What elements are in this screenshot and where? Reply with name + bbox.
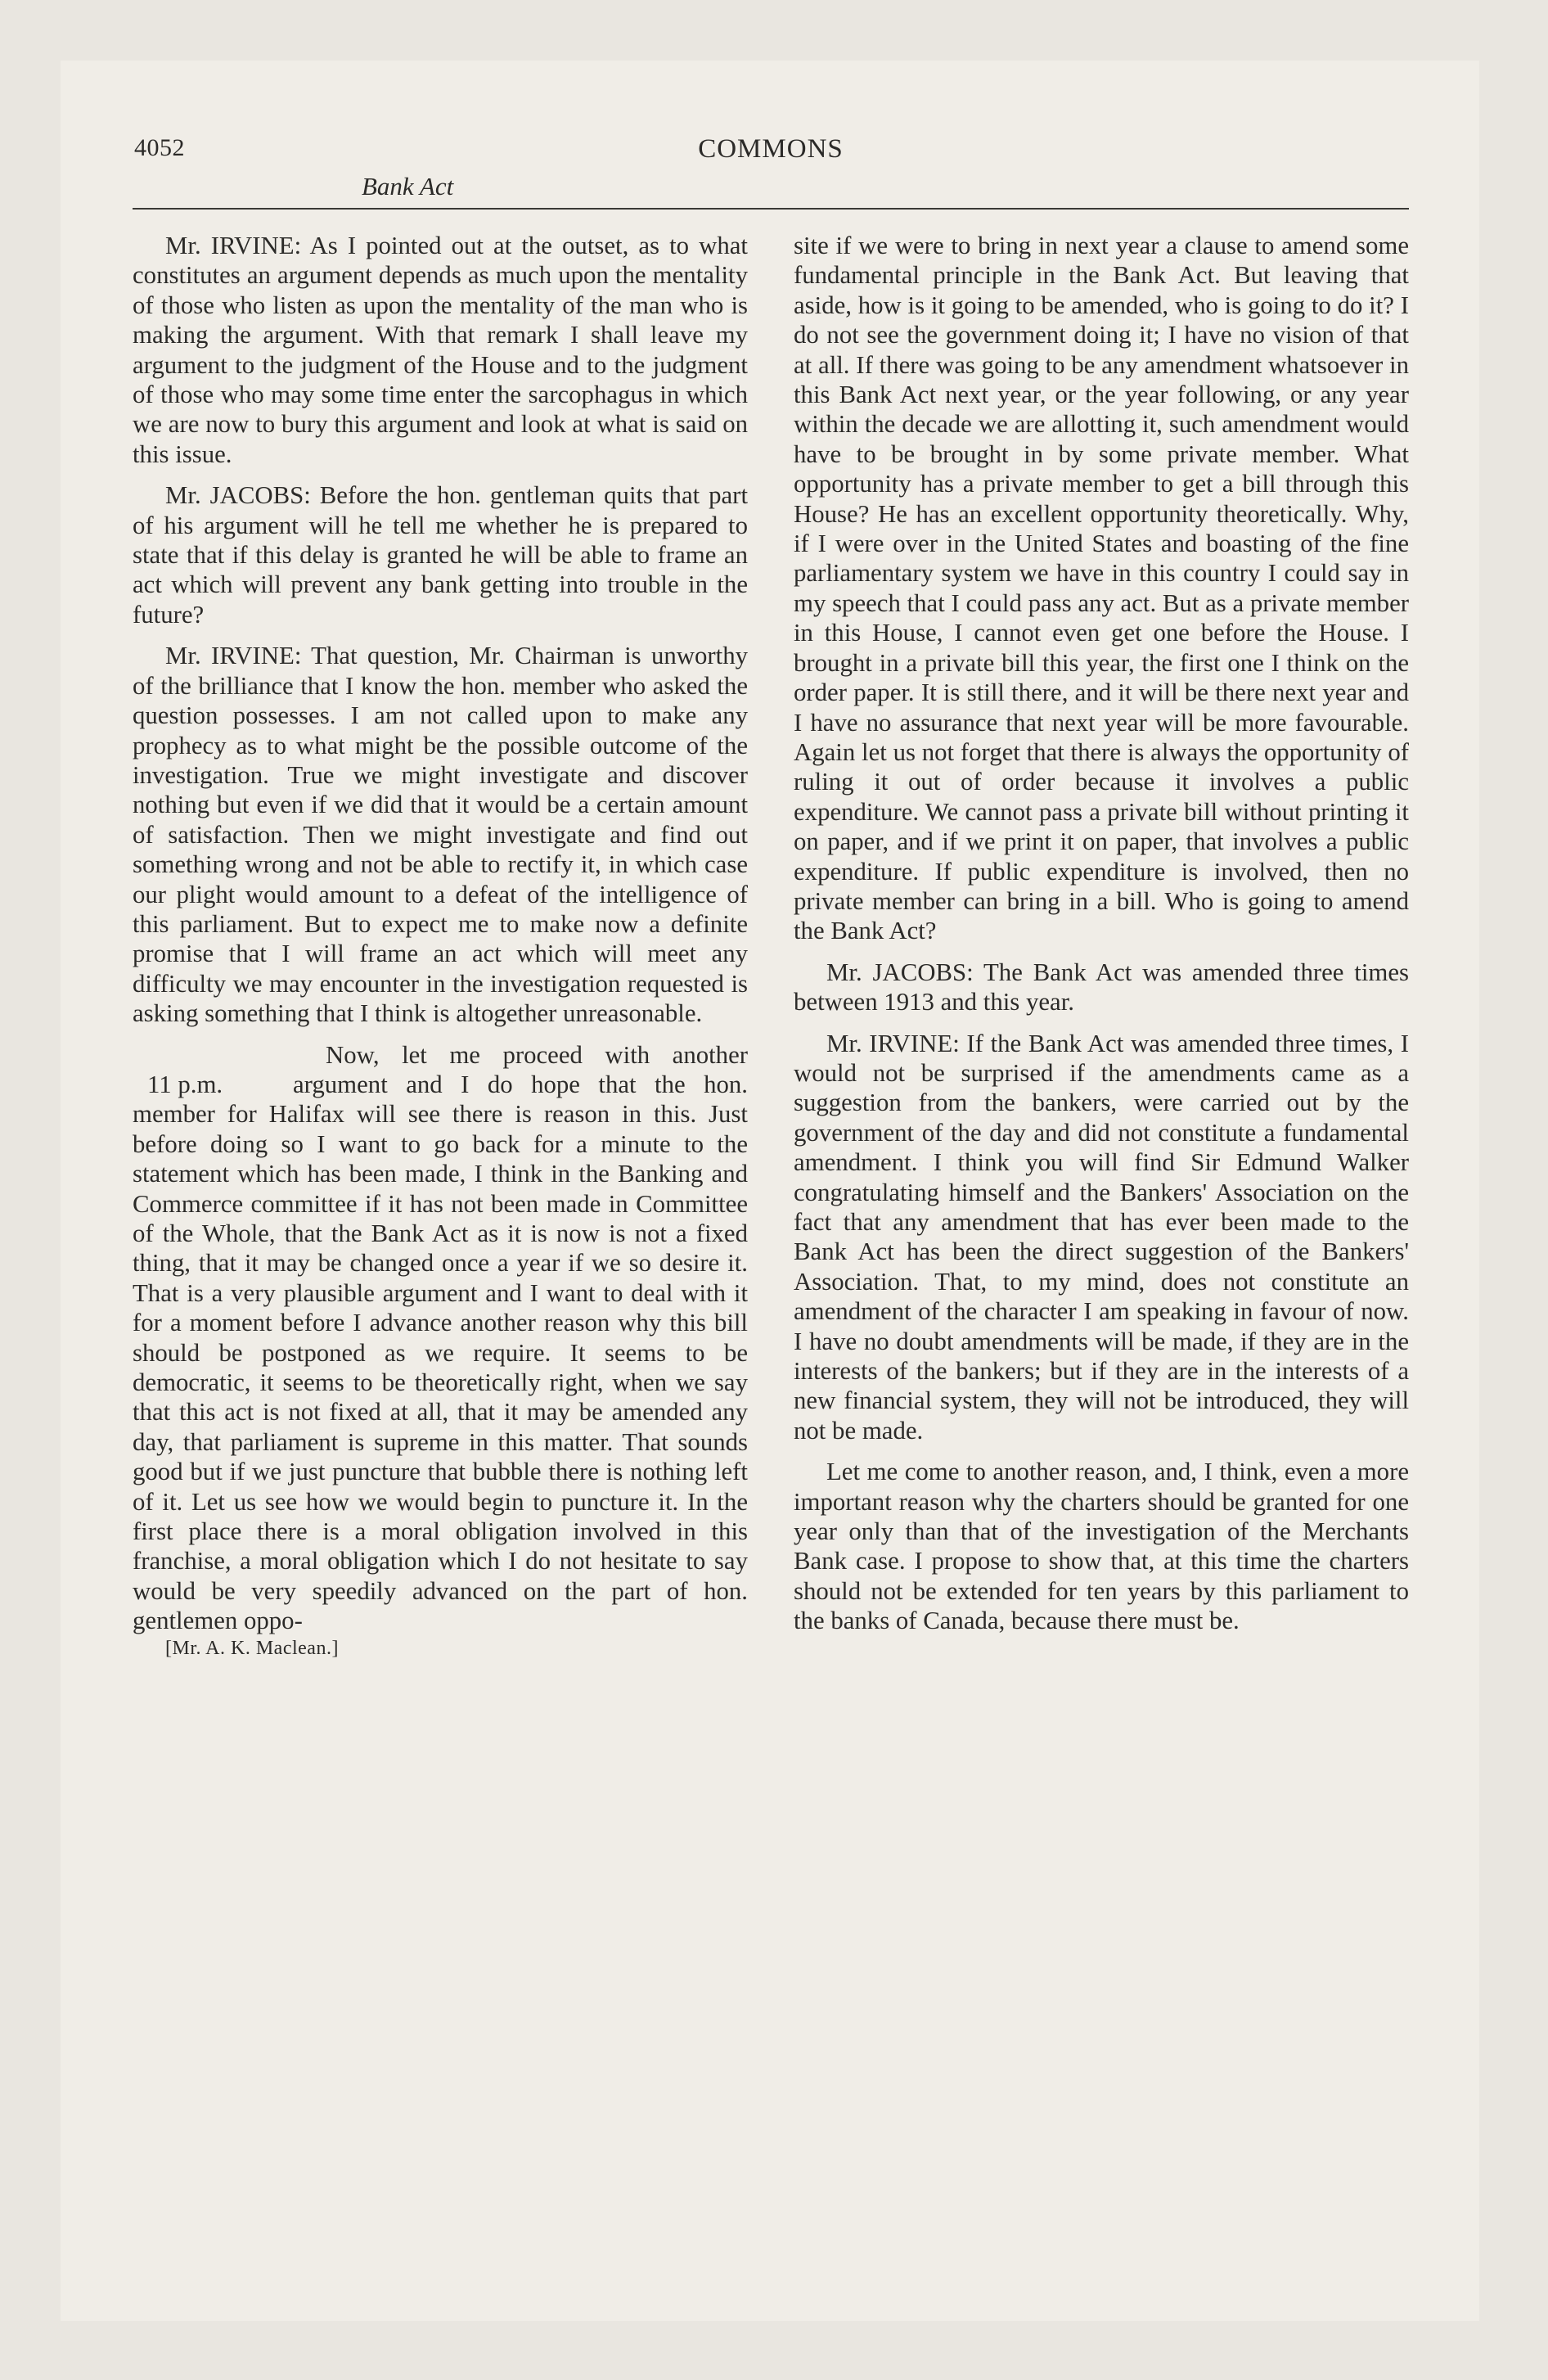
time-margin-note: 11 p.m. [147, 1070, 223, 1098]
document-page [133, 126, 1409, 2254]
right-column [794, 231, 1409, 1672]
paragraph: Mr. IRVINE: If the Bank Act was amended three times, I would not be surprised if the amendments came as a suggestion from the bankers, were carried out by the government of the day and did not constitute a fundamental amendment. I think you will find Sir Edmund Walker congratulating himself and the Bankers' Association on the fact that any amendment that has ever been made to the Bank Act has been the direct suggestion of the Bankers' Association. That, to my mind, does not constitute an amendment of the character I am speaking in favour of now. I have no doubt amendments will be made, if they are in the interests of the bankers; but if they are in the interests of a new financial system, they will not be introduced, they will not be made. [794, 1029, 1409, 1445]
section-title: Bank Act [362, 172, 454, 201]
left-column [133, 231, 748, 1672]
page-header [133, 126, 1409, 210]
page-number: 4052 [134, 134, 185, 161]
paragraph: Mr. JACOBS: The Bank Act was amended three times between 1913 and this year. [794, 958, 1409, 1016]
paragraph: Mr. JACOBS: Before the hon. gentleman quits that part of his argument will he tell me whether he is prepared to state that if this delay is granted he will be able to frame an act which will prevent any bank getting into trouble in the future? [133, 481, 748, 629]
paragraph: site if we were to bring in next year a clause to amend some fundamental principle in the Bank Act. But leaving that aside, how is it going to be amended, who is going to do it? I do not see the government doing it; I have no vision of that at all. If there was going to be any amendment whatsoever in this Bank Act next year, or the year following, or any year within the decade we are allotting it, such amendment would have to be brought in by some private member. What opportunity has a private member to get a bill through this House? He has an excellent opportunity theoretically. Why, if I were over in the United States and boasting of the fine parliamentary system we have in this country I could say in my speech that I could pass any act. But as a private member in this House, I cannot even get one before the House. I brought in a private bill this year, the first one I think on the order paper. It is still there, and it will be there next year and I have no assurance that next year will be more favourable. Again let us not forget that there is always the opportunity of ruling it out of order because it involves a public expenditure. We cannot pass a private bill without printing it on paper, and if we print it on paper, that involves a public expenditure. If public expenditure is involved, then no private member can bring in a bill. Who is going to amend the Bank Act? [794, 232, 1409, 945]
speaker-reference: [Mr. A. K. Maclean.] [165, 1637, 339, 1659]
paragraph-with-time-note [133, 1040, 748, 1636]
paragraph: Mr. IRVINE: That question, Mr. Chairman is unworthy of the brilliance that I know the hon. member who asked the question possesses. I am not called upon to make any prophecy as to what might be the possible outcome of the investigation. True we might investigate and discover nothing but even if we did that it would be a certain amount of satisfaction. Then we might investigate and find out something wrong and not be able to rectify it, in which case our plight would amount to a defeat of the intelligence of this parliament. But to expect me to make now a definite promise that I will frame an act which will meet any difficulty we may encounter in the investigation requested is asking something that I think is altogether unreasonable. [133, 642, 748, 1028]
running-head: COMMONS [698, 134, 844, 164]
text-columns [133, 231, 1409, 1672]
paragraph-text: Now, let me proceed with another argument and I do hope that the hon. member for Halifax will see there is reason in this. Just before doing so I want to go back for a minute to the statement which has been made, I think in the Banking and Commerce committee if it has not been made in Committee of the Whole, that the Bank Act as it is now is not a fixed thing, that it may be changed once a year if we so desire it. That is a very plausible argument and I want to deal with it for a moment before I advance another reason why this bill should be postponed as we require. It seems to be democratic, it seems to be theoretically right, when we say that this act is not fixed at all, that it may be amended any day, that parliament is supreme in this matter. That sounds good but if we just puncture that bubble there is nothing left of it. Let us see how we would begin to puncture it. In the first place there is a moral obligation involved in this franchise, a moral obligation which I do not hesitate to say would be very speedily advanced on the part of hon. gentlemen oppo- [133, 1040, 748, 1635]
paragraph: Mr. IRVINE: As I pointed out at the outset, as to what constitutes an argument depends as much upon the mentality of those who listen as upon the mentality of the man who is making the argument. With that remark I shall leave my argument to the judgment of the House and to the judgment of those who may some time enter the sarcophagus in which we are now to bury this argument and look at what is said on this issue. [133, 232, 748, 468]
paragraph: Let me come to another reason, and, I think, even a more important reason why the charters should be granted for one year only than that of the investigation of the Merchants Bank case. I propose to show that, at this time the charters should not be extended for ten years by this parliament to the banks of Canada, because there must be. [794, 1458, 1409, 1635]
